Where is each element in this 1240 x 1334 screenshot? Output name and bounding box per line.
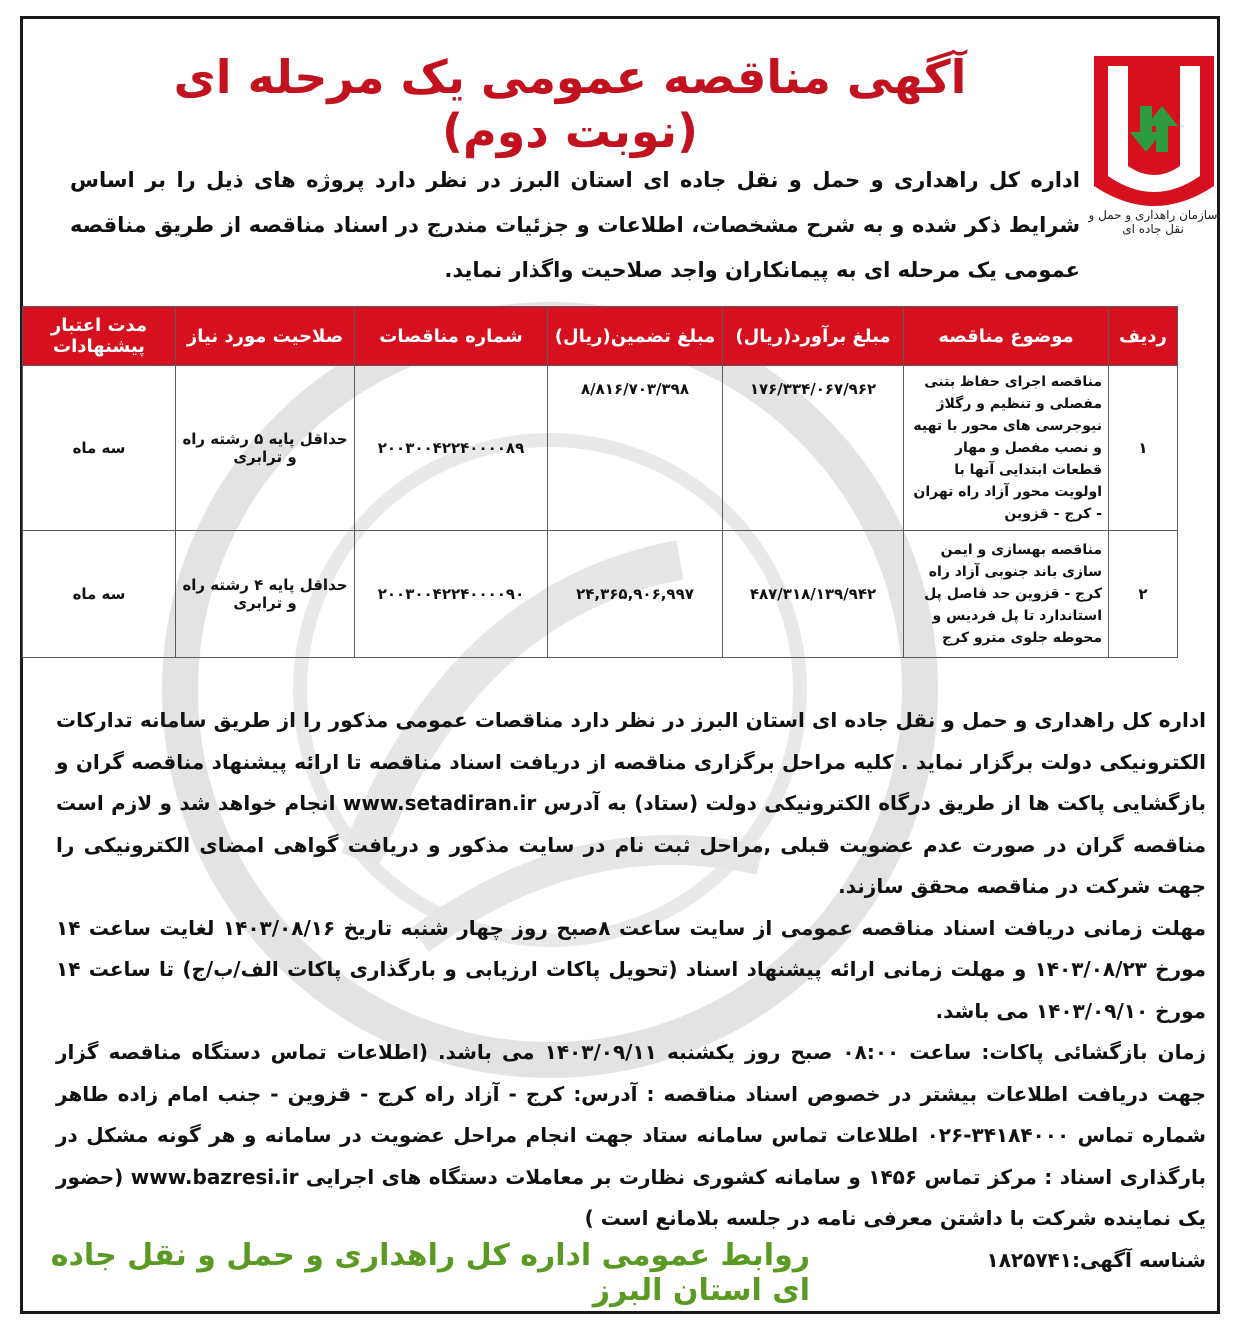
ad-id: شناسه آگهی:۱۸۲۵۷۴۱ <box>986 1247 1206 1272</box>
footer-signature: روابط عمومی اداره کل راهداری و حمل و نقل جاده ای استان البرز <box>50 1238 810 1308</box>
body-paragraph-opening: زمان بازگشائی پاکات: ساعت ۰۸:۰۰ صبح روز یکشنبه ۱۴۰۳/۰۹/۱۱ می باشد. (اطلاعات تماس دستگاه مناقصه گزار جهت دریافت اطلاعات بیشتر در خصوص اسناد مناقصه : آدرس: کرج - آزاد راه کرج - قزوین - جنب امام زاده طاهر شماره تماس ۳۴۱۸۴۰۰۰-۰۲۶ اطلاعات تماس سامانه ستاد جهت انجام مراحل عضویت در سامانه و هر گونه مشکل در بارگذاری اسناد : مرکز تماس ۱۴۵۶ و سامانه کشوری نظارت بر معاملات دستگاه های اجرایی www.bazresi.ir (حضور یک نماینده شرکت با داشتن معرفی نامه در جلسه بلامانع است ) <box>56 1040 1207 1230</box>
row-qualification: حداقل پایه ۴ رشته راه و ترابری <box>176 531 355 658</box>
row-guarantee: ۸/۸۱۶/۷۰۳/۳۹۸ <box>548 366 723 531</box>
col-estimate-header: مبلغ برآورد(ریال) <box>723 307 904 366</box>
body-paragraph-procedure: اداره کل راهداری و حمل و نقل جاده ای استان البرز در نظر دارد مناقصات عمومی مذکور را از طریق سامانه تدارکات الکترونیکی دولت برگزار نماید . کلیه مراحل برگزاری مناقصه از دریافت اسناد مناقصه تا ارائه پیشنهاد مناقصه گران و بازگشایی پاکت ها از طریق درگاه الکترونیکی دولت (ستاد) به آدرس www.setadiran.ir انجام خواهد شد و لازم است مناقصه گران در صورت عدم عضویت قبلی ,مراحل ثبت نام در سایت مذکور و دریافت گواهی امضای الکترونیکی را جهت شرکت در مناقصه محقق سازند. <box>56 708 1206 898</box>
row-tender-no: ۲۰۰۳۰۰۴۲۲۴۰۰۰۰۹۰ <box>355 531 548 658</box>
col-validity-header: مدت اعتبار پیشنهادات <box>23 307 176 366</box>
row-subject: مناقصه بهسازی و ایمن سازی باند جنوبی آزاد راه کرج - قزوین حد فاصل پل استاندارد تا پل فردیس و محوطه جلوی مترو کرج <box>904 531 1109 658</box>
logo-caption: سازمان راهداری و حمل و نقل جاده ای <box>1088 208 1218 236</box>
row-validity: سه ماه <box>23 531 176 658</box>
col-subject-header: موضوع مناقصه <box>904 307 1109 366</box>
intro-paragraph: اداره کل راهداری و حمل و نقل جاده ای استان البرز در نظر دارد پروژه های ذیل را بر اساس شرایط ذکر شده و به شرح مشخصات، اطلاعات و جزئیات مندرج در اسناد مناقصه از طریق مناقصه عمومی یک مرحله ای به پیمانکاران واجد صلاحیت واگذار نماید. <box>70 168 1080 282</box>
row-guarantee: ۲۴,۳۶۵,۹۰۶,۹۹۷ <box>548 531 723 658</box>
row-qualification: حداقل پایه ۵ رشته راه و ترابری <box>176 366 355 531</box>
notice-body <box>56 700 1206 1281</box>
col-index-header: ردیف <box>1109 307 1178 366</box>
row-validity: سه ماه <box>23 366 176 531</box>
table-header-row <box>23 307 1178 366</box>
row-estimate: ۴۸۷/۳۱۸/۱۳۹/۹۴۲ <box>723 531 904 658</box>
table-row <box>23 531 1178 658</box>
col-guarantee-header: مبلغ تضمین(ریال) <box>548 307 723 366</box>
row-estimate: ۱۷۶/۳۳۴/۰۶۷/۹۶۲ <box>723 366 904 531</box>
row-index: ۱ <box>1109 366 1178 531</box>
table-row <box>23 366 1178 531</box>
col-qualification-header: صلاحیت مورد نیاز <box>176 307 355 366</box>
rmto-logo <box>1084 36 1224 226</box>
body-paragraph-deadlines: مهلت زمانی دریافت اسناد مناقصه عمومی از سایت ساعت ۸صبح روز چهار شنبه تاریخ ۱۴۰۳/۰۸/۱۶ لغایت ساعت ۱۴ مورخ ۱۴۰۳/۰۸/۲۳ و مهلت زمانی ارائه پیشنهاد اسناد (تحویل پاکات ارزیابی و بارگذاری پاکات الف/ب/ج) تا ساعت ۱۴ مورخ ۱۴۰۳/۰۹/۱۰ می باشد. <box>56 915 1207 1023</box>
page-title: آگهی مناقصه عمومی یک مرحله ای (نوبت دوم) <box>173 50 967 158</box>
row-index: ۲ <box>1109 531 1178 658</box>
row-tender-no: ۲۰۰۳۰۰۴۲۲۴۰۰۰۰۸۹ <box>355 366 548 531</box>
col-tender-no-header: شماره مناقصات <box>355 307 548 366</box>
row-subject: مناقصه اجرای حفاظ بتنی مفصلی و تنظیم و رگلاژ نیوجرسی های محور با تهیه و نصب مفصل و مهار قطعات ابتدایی آنها با اولویت محور آزاد راه تهران - کرج - قزوین <box>904 366 1109 531</box>
tenders-table <box>22 306 1178 658</box>
